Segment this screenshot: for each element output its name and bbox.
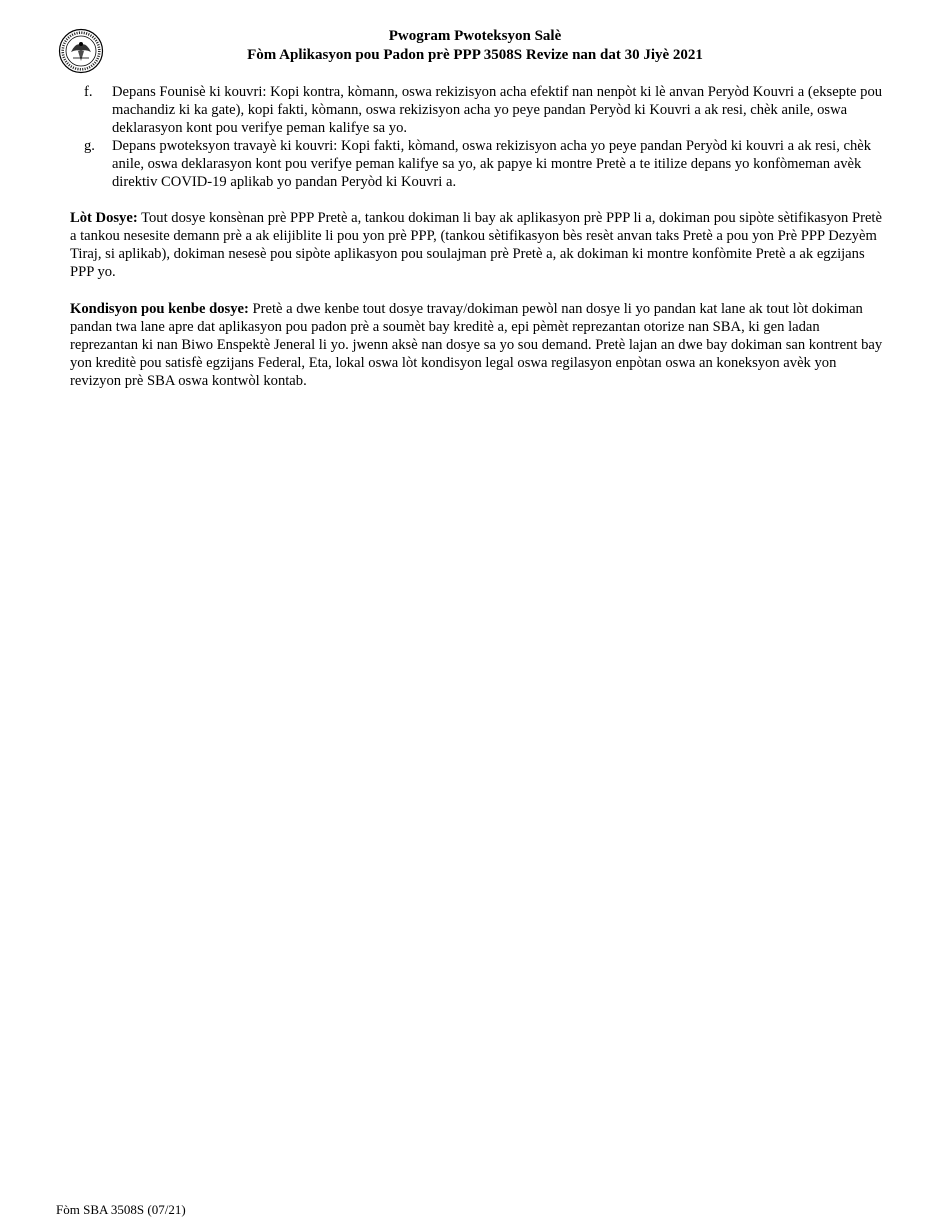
- kondisyon-paragraph: [70, 300, 890, 390]
- list-item-g: [70, 137, 890, 191]
- list-item-text: Depans pwoteksyon travayè ki kouvri: Kopi fakti, kòmand, oswa rekizisyon acha yo peye pandan Peryòd ki kouvri a ak resi, chèk anile, oswa deklarasyon kont pou verifye peman kalifye sa yo, ak papye ki montre Pretè a te itilize depans yo konfòmeman avèk direktiv COVID-19 aplikab yo pandan Peryòd ki Kouvri a.: [112, 138, 872, 190]
- list-item-text: Depans Founisè ki kouvri: Kopi kontra, kòmann, oswa rekizisyon acha efektif nan nenpòt ki lè anvan Peryòd Kouvri a (eksepte pou machandiz ki ka gate), kopi fakti, kòmann, oswa rekizisyon acha yo peye pandan Peryòd ki Kouvri a ak resi, chèk anile, oswa deklarasyon kont pou verifye peman kalifye sa yo.: [112, 84, 883, 136]
- document-list: [70, 83, 890, 191]
- form-footer: Fòm SBA 3508S (07/21): [56, 1202, 186, 1217]
- list-marker: g.: [84, 138, 95, 154]
- list-item-f: [70, 83, 890, 137]
- lot-dosye-heading: Lòt Dosye:: [70, 210, 138, 226]
- form-title: Fòm Aplikasyon pou Padon prè PPP 3508S Revize nan dat 30 Jiyè 2021: [247, 47, 703, 63]
- list-marker: f.: [84, 84, 93, 100]
- lot-dosye-text: Tout dosye konsènan prè PPP Pretè a, tankou dokiman li bay ak aplikasyon prè PPP li a, dokiman pou sipòte sètifikasyon Pretè a tankou nesesite demann prè a ak elijiblite li pou yon prè PPP, (tankou sètifikasyon bès resèt anvan taks Pretè a pou yon Prè PPP Dezyèm Tiraj, si aplikab), dokiman nesesè pou sipòte aplikasyon pou soulajman prè Pretè a, ak dokiman ki montre konfòmite Pretè a ak egzijans PPP yo.: [70, 210, 882, 280]
- lot-dosye-paragraph: [70, 209, 890, 281]
- kondisyon-text: Pretè a dwe kenbe tout dosye travay/dokiman pewòl nan dosye li yo pandan kat lane ak tout lòt dokiman pandan twa lane apre dat aplikasyon pou padon prè a soumèt bay kreditè a, epi pèmèt reprezantan otorize nan SBA, ki gen ladan reprezantan ki nan Biwo Enspektè Jeneral li yo. jwenn aksè nan dosye sa yo sou demand. Pretè lajan an dwe bay dokiman san kontrent bay yon kreditè pou satisfè egzijans Federal, Eta, lokal oswa lòt kondisyon legal oswa regilasyon enpòtan oswa an koneksyon avèk yon revizyon prè SBA oswa kontwòl kontab.: [70, 301, 883, 389]
- program-title: Pwogram Pwoteksyon Salè: [388, 28, 562, 44]
- kondisyon-heading: Kondisyon pou kenbe dosye:: [70, 301, 249, 317]
- document-header: [0, 27, 950, 65]
